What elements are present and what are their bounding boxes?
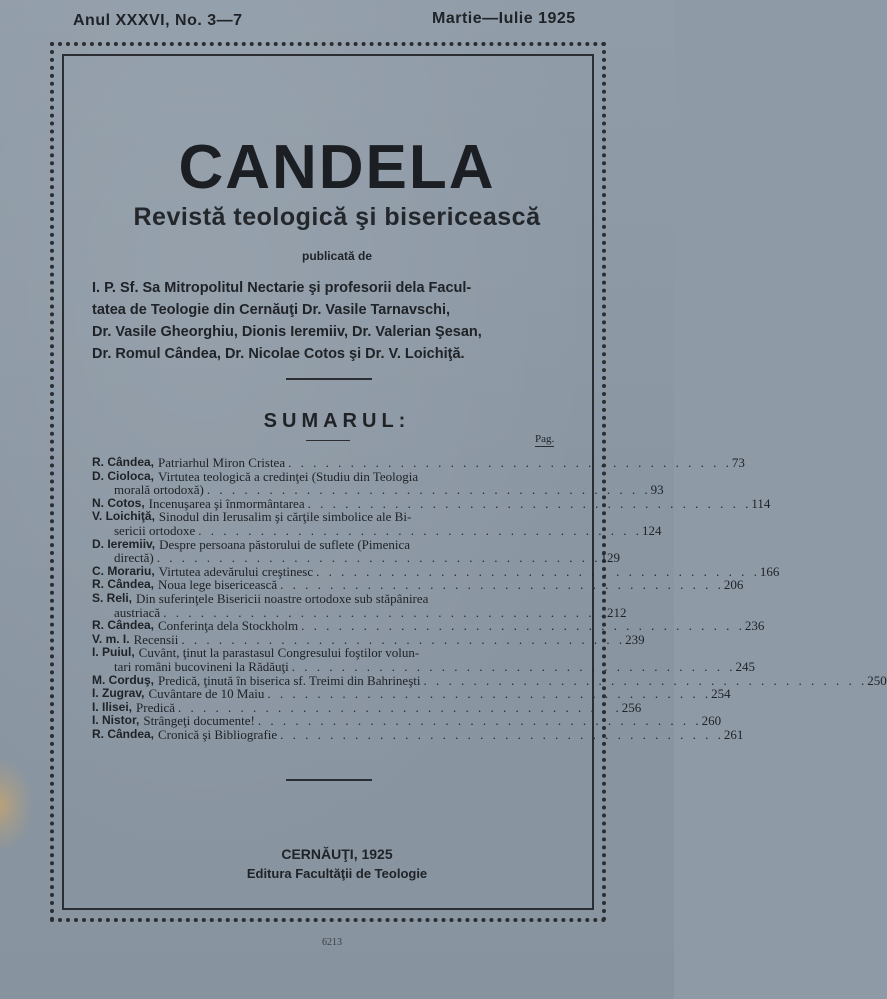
toc-title: tari români bucovineni la Rădăuţi	[114, 658, 289, 674]
toc-title: Despre persoana păstorului de suflete (Pimenica	[159, 536, 411, 552]
toc-entry	[92, 726, 744, 742]
toc-entry	[92, 631, 645, 647]
toc-author: N. Cotos,	[92, 495, 145, 510]
toc-entry	[92, 577, 744, 593]
toc-line	[92, 550, 620, 566]
summary-underline	[306, 440, 350, 441]
toc-entry	[92, 455, 745, 470]
divider-rule	[286, 779, 372, 781]
toc-title: Strângeţi documente!	[143, 713, 255, 729]
toc-leader-dots: . . . . . . . . . . . . . . . . . . . . . . . . . . . . . . . . . . . .	[316, 563, 760, 579]
toc-leader-dots: . . . . . . . . . . . . . . . . . . . . . . . . . . . . . . . . . . . .	[301, 618, 745, 634]
toc-line	[92, 592, 562, 606]
toc-author: I. Zugrav,	[92, 686, 145, 701]
toc-entry	[92, 618, 765, 634]
toc-line	[92, 563, 780, 579]
toc-page-number: 261	[723, 726, 744, 742]
toc-leader-dots: . . . . . . . . . . . . . . . . . . . . . . . . . . . . . . . . . . . .	[178, 699, 622, 715]
toc-title: Recensii	[133, 631, 179, 647]
toc-leader-dots: . . . . . . . . . . . . . . . . . . . . . . . . . . . . . . . . . . . .	[163, 604, 607, 620]
toc-leader-dots: . . . . . . . . . . . . . . . . . . . . . . . . . . . . . . . . . . . .	[288, 455, 732, 470]
toc-author: D. Cioloca,	[92, 468, 155, 483]
editors-line: Dr. Vasile Gheorghiu, Dionis Ieremiiv, Dr. Valerian Şesan,	[92, 324, 482, 340]
toc-line	[92, 455, 745, 470]
toc-title: sericii ortodoxe	[114, 522, 196, 538]
toc-line	[92, 470, 562, 484]
toc-author: D. Ieremiiv,	[92, 536, 156, 551]
toc-author: I. Nistor,	[92, 713, 140, 728]
table-of-contents	[92, 455, 887, 742]
journal-subtitle: Revistă teologică şi bisericească	[133, 203, 541, 231]
toc-author: I. Puiul,	[92, 645, 135, 660]
published-by-label: publicată de	[301, 249, 372, 263]
editors-line: tatea de Teologie din Cernăuţi Dr. Vasile Tarnavschi,	[92, 302, 451, 318]
toc-leader-dots: . . . . . . . . . . . . . . . . . . . . . . . . . . . . . . . . . . . .	[307, 495, 752, 511]
toc-leader-dots: . . . . . . . . . . . . . . . . . . . . . . . . . . . . . . . . . . . .	[280, 577, 724, 593]
toc-entry	[92, 509, 662, 538]
toc-line	[92, 686, 731, 702]
toc-title: Predică	[136, 699, 176, 715]
toc-line	[92, 658, 755, 674]
toc-line	[92, 522, 662, 538]
toc-line	[92, 604, 627, 620]
toc-author: R. Cândea,	[92, 455, 155, 469]
toc-line	[92, 726, 744, 742]
journal-title: CANDELA	[178, 133, 496, 202]
toc-page-number: 114	[751, 495, 771, 511]
paper-stain	[0, 760, 32, 850]
toc-page-number: 73	[731, 455, 745, 470]
toc-line	[92, 538, 562, 552]
toc-author: M. Corduş,	[92, 672, 154, 687]
toc-page-number: 260	[701, 713, 722, 729]
toc-entry	[92, 713, 722, 729]
toc-title: Predică, ţinută în biserica sf. Treimi din Bahrineşti	[158, 672, 421, 688]
toc-title: Din suferinţele Bisericii noastre ortodoxe sub stăpânirea	[136, 590, 429, 606]
toc-page-number: 254	[711, 686, 731, 702]
toc-title: Sinodul din Ierusalim şi cărţile simbolice ale Bi-	[158, 509, 412, 525]
publisher: Editura Facultăţii de Teologie	[246, 866, 428, 881]
toc-page-number: 245	[735, 658, 755, 674]
toc-entry	[92, 686, 731, 702]
editors-line: I. P. Sf. Sa Mitropolitul Nectarie şi profesorii dela Facul-	[92, 280, 472, 296]
toc-author: V. m. I.	[92, 631, 130, 646]
toc-page-number: 212	[606, 604, 627, 620]
toc-page-number: 129	[600, 550, 620, 566]
toc-author: R. Cândea,	[92, 726, 155, 741]
toc-leader-dots: . . . . . . . . . . . . . . . . . . . . . . . . . . . . . . . . . . . .	[156, 550, 601, 566]
toc-author: R. Cândea,	[92, 577, 155, 592]
toc-line	[92, 577, 744, 593]
toc-line	[92, 713, 722, 729]
toc-line	[92, 495, 771, 511]
toc-entry	[92, 590, 627, 620]
toc-author: S. Reli,	[92, 590, 133, 605]
page-column-label: Pag.	[535, 433, 555, 445]
toc-author: C. Morariu,	[92, 563, 155, 578]
toc-title: Cuvânt, ţinut la parastasul Congresului foştilor volun-	[138, 645, 420, 661]
toc-leader-dots: . . . . . . . . . . . . . . . . . . . . . . . . . . . . . . . . . . . .	[198, 522, 642, 538]
toc-entry	[92, 468, 664, 498]
toc-title: directă)	[114, 550, 154, 566]
editors-line: Dr. Romul Cândea, Dr. Nicolae Cotos şi Dr. V. Loichiţă.	[92, 346, 465, 362]
toc-line	[92, 510, 562, 524]
toc-entry	[92, 495, 771, 511]
toc-author: V. Loichiţă,	[92, 509, 155, 524]
issue-info: Anul XXXVI, No. 3—7	[73, 12, 243, 29]
toc-author: I. Ilisei,	[92, 699, 133, 714]
toc-title: morală ortodoxă)	[114, 482, 204, 498]
toc-entry	[92, 645, 755, 674]
toc-line	[92, 618, 765, 634]
toc-line	[92, 672, 887, 688]
toc-title: Cronică şi Bibliografie	[158, 726, 278, 742]
toc-line	[92, 646, 562, 660]
toc-leader-dots: . . . . . . . . . . . . . . . . . . . . . . . . . . . . . . . . . . . .	[257, 713, 702, 729]
summary-heading: SUMARUL:	[263, 410, 411, 432]
toc-title: Incenuşarea şi înmormântarea	[148, 495, 305, 511]
issue-date: Martie—Iulie 1925	[432, 10, 576, 27]
toc-line	[92, 699, 642, 715]
toc-line	[92, 482, 664, 498]
toc-page-number: 124	[641, 522, 662, 538]
toc-title: Conferinţa dela Stockholm	[158, 618, 299, 634]
toc-leader-dots: . . . . . . . . . . . . . . . . . . . . . . . . . . . . . . . . . . . .	[206, 482, 651, 498]
toc-title: Virtutea teologică a credinţei (Studiu din Teologia	[158, 468, 419, 484]
toc-line	[92, 631, 645, 647]
toc-entry	[92, 536, 620, 566]
toc-page-number: 239	[625, 631, 645, 647]
divider-rule	[286, 378, 372, 380]
toc-page-number: 206	[723, 577, 744, 593]
toc-title: Virtutea adevărului creştinesc	[158, 563, 314, 579]
catalog-number: 6213	[322, 937, 342, 948]
toc-leader-dots: . . . . . . . . . . . . . . . . . . . . . . . . . . . . . . . . . . . .	[291, 658, 736, 674]
toc-entry	[92, 699, 642, 715]
toc-leader-dots: . . . . . . . . . . . . . . . . . . . . . . . . . . . . . . . . . . . .	[423, 672, 868, 688]
toc-title: Patriarhul Miron Cristea	[158, 455, 286, 470]
toc-page-number: 256	[621, 699, 642, 715]
toc-page-number: 250	[867, 672, 887, 688]
toc-title: Noua lege bisericească	[158, 577, 278, 593]
toc-title: austriacă	[114, 604, 161, 620]
publication-city: CERNĂUŢI, 1925	[281, 846, 393, 862]
toc-page-number: 166	[759, 563, 780, 579]
toc-author: R. Cândea,	[92, 618, 155, 633]
toc-entry	[92, 563, 780, 579]
toc-title: Cuvântare de 10 Maiu	[148, 686, 265, 702]
toc-entry	[92, 672, 887, 688]
toc-leader-dots: . . . . . . . . . . . . . . . . . . . . . . . . . . . . . . . . . . . .	[267, 686, 712, 702]
toc-page-number: 236	[744, 618, 765, 634]
toc-leader-dots: . . . . . . . . . . . . . . . . . . . . . . . . . . . . . . . . . . . .	[280, 726, 724, 742]
toc-page-number: 93	[650, 482, 664, 498]
toc-leader-dots: . . . . . . . . . . . . . . . . . . . . . . . . . . . . . . . . . . . .	[181, 631, 626, 647]
editors-block	[92, 277, 568, 365]
